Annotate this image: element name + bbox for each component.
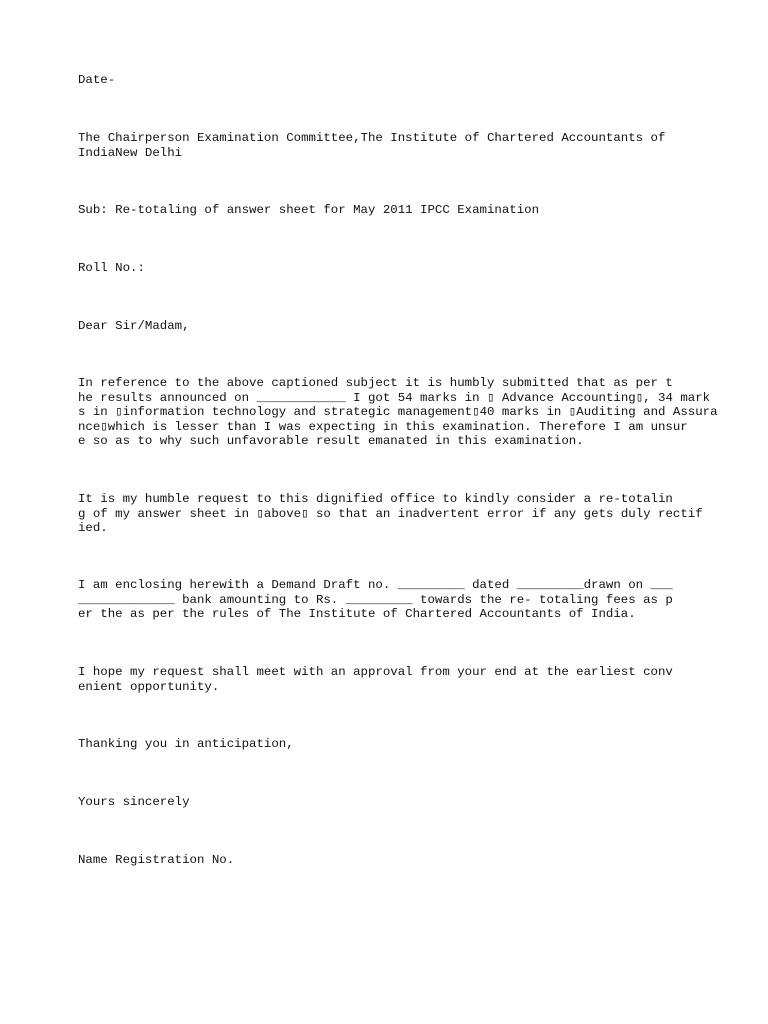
date-line: Date- bbox=[78, 73, 116, 87]
paragraph-3-line-2: _____________ bank amounting to Rs. _________ towards the re- totaling fees as p bbox=[78, 592, 673, 607]
addressee-line-1: The Chairperson Examination Committee,The Institute of Chartered Accountants of bbox=[78, 131, 666, 145]
signature-line: Name Registration No. bbox=[78, 853, 235, 867]
subject-line: Sub: Re-totaling of answer sheet for May 2011 IPCC Examination bbox=[78, 203, 540, 217]
salutation: Dear Sir/Madam, bbox=[78, 319, 190, 333]
paragraph-1-line-3: s in ▯information technology and strategic management▯40 marks in ▯Auditing and Assura bbox=[78, 405, 718, 419]
paragraph-4-line-2: enient opportunity. bbox=[78, 679, 220, 694]
paragraph-3-line-3: er the as per the rules of The Institute of Chartered Accountants of India. bbox=[78, 607, 636, 621]
paragraph-1-line-4: nce▯which is lesser than I was expecting in this examination. Therefore I am unsur bbox=[78, 419, 688, 434]
paragraph-2-line-1: It is my humble request to this dignified office to kindly consider a re-totalin bbox=[78, 492, 673, 506]
paragraph-3-line-1: I am enclosing herewith a Demand Draft no. _________ dated _________drawn on ___ bbox=[78, 578, 673, 592]
closing-line: Yours sincerely bbox=[78, 795, 190, 809]
paragraph-1-line-1: In reference to the above captioned subject it is humbly submitted that as per t bbox=[78, 376, 673, 390]
paragraph-2-line-3: ied. bbox=[78, 521, 108, 535]
paragraph-4-line-1: I hope my request shall meet with an approval from your end at the earliest conv bbox=[78, 665, 673, 679]
paragraph-1-line-5: e so as to why such unfavorable result emanated in this examination. bbox=[78, 434, 584, 448]
paragraph-1-line-2: he results announced on ____________ I got 54 marks in ▯ Advance Accounting▯, 34 mark bbox=[78, 390, 711, 405]
addressee-line-2: IndiaNew Delhi bbox=[78, 145, 183, 160]
paragraph-2-line-2: g of my answer sheet in ▯above▯ so that an inadvertent error if any gets duly rectif bbox=[78, 506, 703, 521]
thanks-line: Thanking you in anticipation, bbox=[78, 737, 294, 751]
roll-number-line: Roll No.: bbox=[78, 261, 145, 275]
